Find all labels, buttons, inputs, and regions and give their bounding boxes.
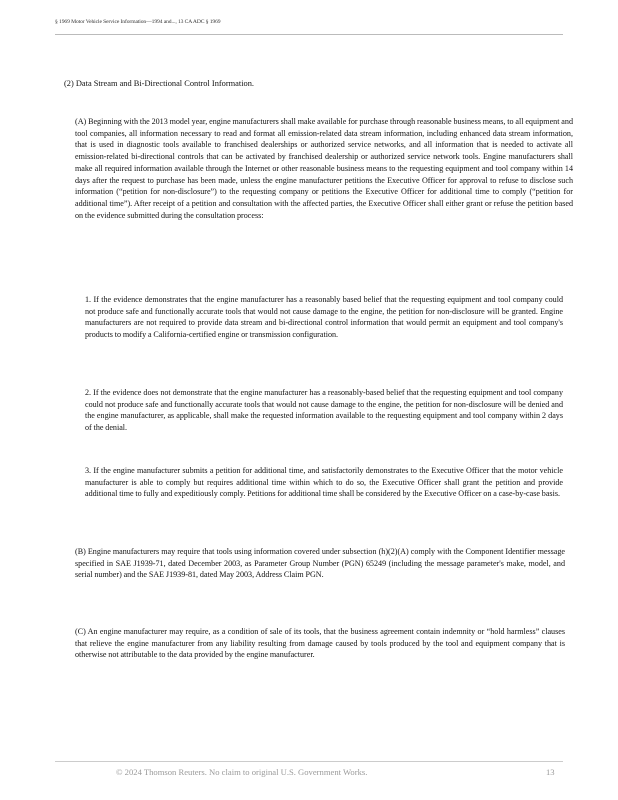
paragraph-a: (A) Beginning with the 2013 model year, engine manufacturers shall make available for purchase through reasonable business means, to all equipment and tool companies, all information necessary to read and format all emission-related data stream information, including enhanced data stream information, that is used in diagnostic tools available to franchised dealerships or authorized service networks, and all information that is needed to activate all emission-related bi-directional controls that can be activated by franchised dealership or authorized service network tools. Engine manufacturers shall make all required information available through the Internet or other reasonable business means to the requesting equipment and tool company within 14 days after the request to purchase has been made, unless the engine manufacturer petitions the Executive Officer for approval to refuse to disclose such information (“petition for non-disclosure”) to the requesting company or petitions the Executive Officer for additional time to comply (“petition for additional time”). After receipt of a petition and consultation with the affected parties, the Executive Officer shall either grant or refuse the petition based on the evidence submitted during the consultation process:: [75, 117, 573, 220]
footer-divider: [55, 761, 563, 762]
list-item: 1. If the evidence demonstrates that the engine manufacturer has a reasonably based belief that the requesting equipment and tool company could not produce safe and functionally accurate tools that would not cause damage to the engine, the petition for non-disclosure will be granted. Engine manufacturers are not required to provide data stream and bi-directional control information that would permit an equipment and tool company's products to modify a California-certified engine or transmission configuration.: [85, 295, 563, 340]
paragraph-b: (B) Engine manufacturers may require that tools using information covered under subsection (h)(2)(A) comply with the Component Identifier message specified in SAE J1939-71, dated December 2003, as Parameter Group Number (PGN) 65249 (including the message parameter's make, model, and serial number) and the SAE J1939-81, dated May 2003, Address Claim PGN.: [75, 547, 565, 580]
page-number: 13: [546, 767, 555, 777]
section-heading: (2) Data Stream and Bi-Directional Control Information.: [64, 79, 255, 88]
header-divider: [55, 34, 563, 35]
running-header: § 1969 Motor Vehicle Service Information—1994 and..., 13 CA ADC § 1969: [55, 19, 221, 25]
paragraph-c: (C) An engine manufacturer may require, as a condition of sale of its tools, that the business agreement contain indemnity or “hold harmless” clauses that relieve the engine manufacturer from any liability resulting from damage caused by tools produced by the tool and equipment company that is otherwise not attributable to the data provided by the engine manufacturer.: [75, 627, 565, 660]
list-item: 3. If the engine manufacturer submits a petition for additional time, and satisfactorily demonstrates to the Executive Officer that the motor vehicle manufacturer is able to comply but requires additional time within which to do so, the Executive Officer shall grant the petition and provide additional time to fully and expeditiously comply. Petitions for additional time shall be considered by the Executive Officer on a case-by-case basis.: [85, 466, 563, 499]
footer-copyright: © 2024 Thomson Reuters. No claim to original U.S. Government Works.: [116, 767, 368, 777]
list-item: 2. If the evidence does not demonstrate that the engine manufacturer has a reasonably-based belief that the requesting equipment and tool company could not produce safe and functionally accurate tools that would not cause damage to the engine, the petition for non-disclosure will be denied and the engine manufacturer, as applicable, shall make the requested information available to the requesting equipment and tool company within 2 days of the denial.: [85, 388, 563, 433]
